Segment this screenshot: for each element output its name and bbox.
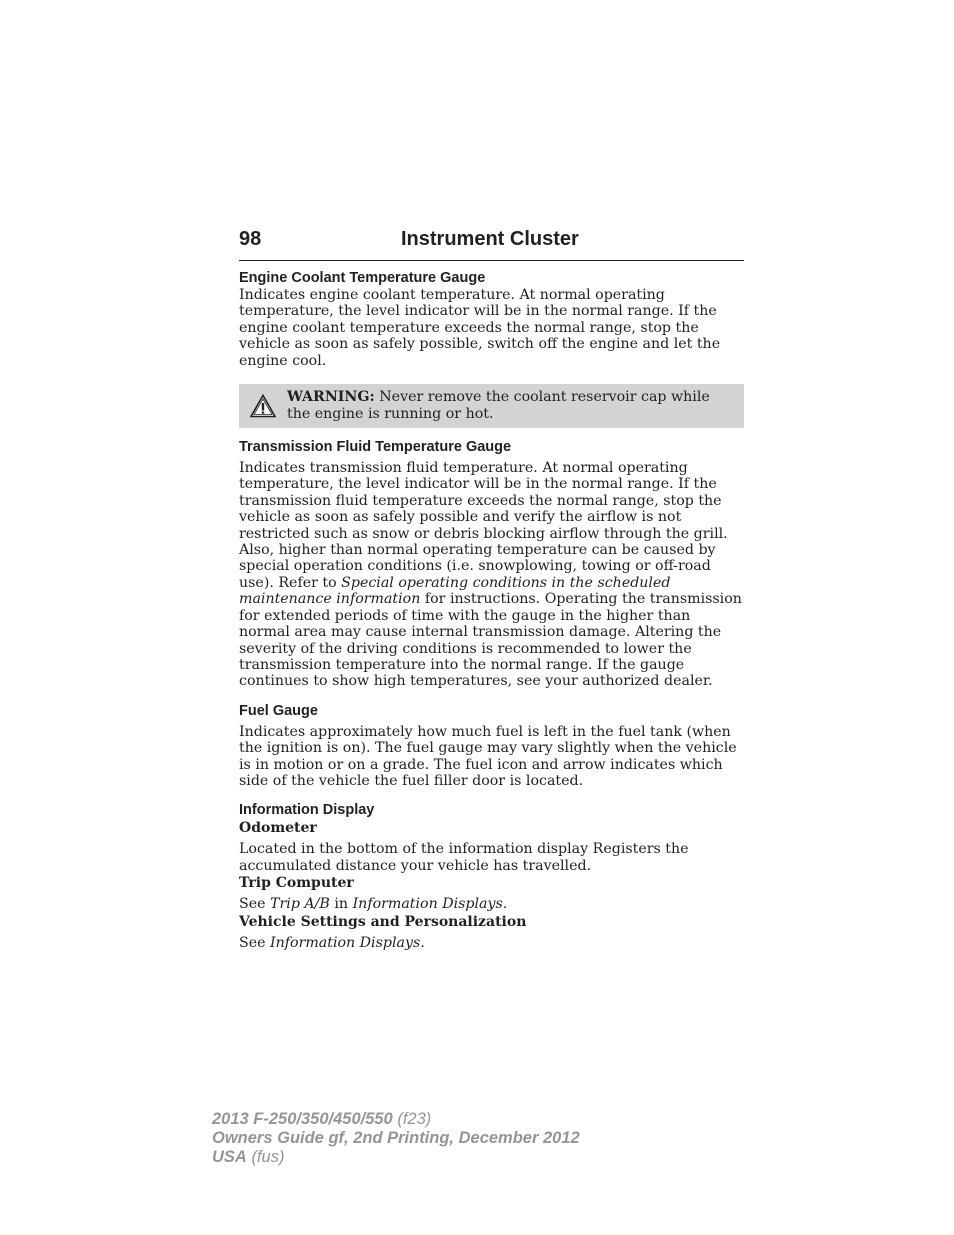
page-number: 98 (239, 228, 262, 250)
odometer-title: Odometer (239, 820, 317, 837)
trip-computer-title: Trip Computer (239, 875, 354, 892)
transmission-heading: Transmission Fluid Temperature Gauge (239, 439, 512, 456)
footer-market: USA (212, 1148, 247, 1166)
footer-market-code: (fus) (251, 1148, 285, 1166)
transmission-reference-link[interactable]: Special operating conditions in the scheduled maintenance information (239, 574, 671, 608)
fuel-heading: Fuel Gauge (239, 702, 318, 719)
trip-in: in (334, 896, 349, 913)
odometer-body: Located in the bottom of the information display Registers the accumulated distance your vehicle has travelled. (239, 841, 689, 874)
footer-market-line (212, 1148, 580, 1167)
vehicle-settings-body (239, 935, 744, 951)
warning-triangle-icon (239, 394, 287, 418)
trip-see: See (239, 896, 266, 913)
footer-guide: Owners Guide gf, 2nd Printing, December 2012 (212, 1129, 580, 1147)
coolant-heading: Engine Coolant Temperature Gauge (239, 270, 486, 286)
transmission-body (239, 460, 744, 690)
trip-computer-body (239, 896, 744, 912)
footer-model-code: (f23) (397, 1110, 432, 1128)
warning-message: Never remove the coolant reservoir cap while the engine is running or hot. (287, 388, 710, 423)
vehicle-information-displays-link[interactable]: Information Displays. (270, 934, 425, 951)
trip-information-displays-link[interactable]: Information Displays. (352, 896, 508, 913)
coolant-body: Indicates engine coolant temperature. At normal operating temperature, the level indicator will be in the normal range. If the engine coolant temperature exceeds the normal range, stop the vehicle as soon as safely possible, switch off the engine and let the engine cool. (239, 287, 721, 369)
transmission-section (239, 438, 744, 690)
warning-label: WARNING: (287, 388, 375, 405)
page-header (239, 228, 744, 261)
page-title: Instrument Cluster (401, 228, 579, 250)
footer-model: 2013 F-250/350/450/550 (212, 1110, 393, 1128)
coolant-section (239, 269, 744, 369)
warning-box (239, 384, 744, 428)
footer-guide-line (212, 1129, 580, 1148)
trip-ab-link[interactable]: Trip A/B (270, 896, 330, 913)
info-display-heading: Information Display (239, 802, 375, 819)
info-display-section (239, 801, 744, 951)
page-footer (212, 1110, 580, 1167)
fuel-section (239, 702, 744, 790)
vehicle-settings-title: Vehicle Settings and Personalization (239, 913, 527, 930)
transmission-body-part-2: for instructions. Operating the transmission for extended periods of time with the gauge in the higher than normal area may cause internal transmission damage. Altering the severity of the driving conditions is recommended to lower the transmission temperature into the normal range. If the gauge continues to show high temperatures, see your authorized dealer. (239, 591, 742, 690)
transmission-body-part-1: Indicates transmission fluid temperature. At normal operating temperature, the level indicator will be in the normal range. If the transmission fluid temperature exceeds the normal range, stop the vehicle as soon as safely possible and verify the airflow is not restricted such as snow or debris blocking airflow through the grill. Also, higher than normal operating temperature can be caused by special operation conditions (i.e. snowplowing, towing or off-road use). Refer to (239, 460, 728, 591)
vehicle-see: See (239, 934, 266, 951)
warning-text (287, 389, 727, 424)
fuel-body: Indicates approximately how much fuel is left in the fuel tank (when the ignition is on). The fuel gauge may vary slightly when the vehicle is in motion or on a grade. The fuel icon and arrow indicates which side of the vehicle the fuel filler door is located. (239, 723, 737, 789)
manual-page (239, 228, 744, 951)
footer-model-line (212, 1110, 580, 1129)
